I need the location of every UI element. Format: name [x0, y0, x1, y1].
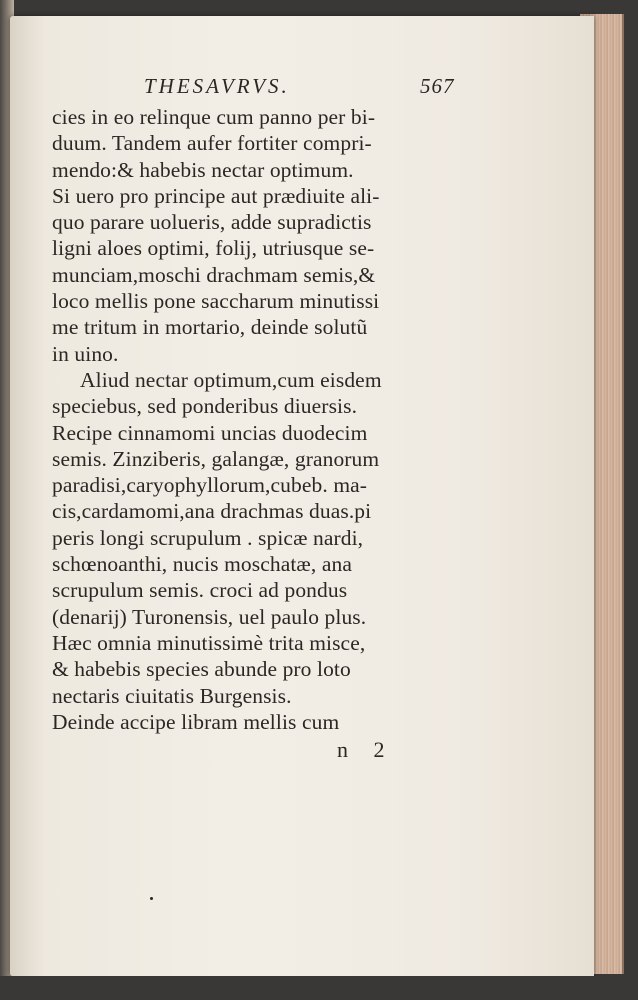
text-line: & habebis species abunde pro loto [52, 657, 351, 682]
running-title: THESAVRVS. [144, 74, 290, 98]
text-line: semis. Zinziberis, galangæ, granorum [52, 446, 380, 471]
text-line: quo parare uolueris, adde supradictis [52, 210, 372, 235]
text-line: in uino. [52, 341, 119, 366]
text-line: (denarij) Turonensis, uel paulo plus. [52, 604, 367, 629]
text-line: Hæc omnia minutissimè trita misce, [52, 630, 366, 655]
text-line: ligni aloes optimi, folij, utriusque se- [52, 236, 375, 261]
text-line: mendo:& habebis nectar optimum. [52, 157, 354, 182]
running-head [52, 70, 462, 104]
text-line: munciam,moschi drachmam semis,& [52, 262, 376, 287]
text-line: scrupulum semis. croci ad pondus [52, 578, 348, 603]
text-line: schœnoanthi, nucis moschatæ, ana [52, 552, 352, 577]
signature-mark-row [52, 735, 462, 765]
page-number: 567 [420, 74, 455, 98]
text-line: speciebus, sed ponderibus diuersis. [52, 394, 358, 419]
text-line: nectaris ciuitatis Burgensis. [52, 683, 292, 708]
signature-mark: n 2 [337, 737, 395, 763]
text-line: duum. Tandem aufer fortiter compri- [52, 131, 372, 156]
text-line: cis,cardamomi,ana drachmas duas.pi [52, 499, 372, 524]
scan-background [0, 976, 638, 1000]
text-line: me tritum in mortario, deinde solutũ [52, 315, 368, 340]
paragraph-start-line: Deinde accipe libram mellis cum [52, 709, 340, 734]
text-line: paradisi,caryophyllorum,cubeb. ma- [52, 473, 368, 498]
paragraph-start-line: Aliud nectar optimum,cum eisdem [80, 367, 382, 392]
text-line: cies in eo relinque cum panno per bi- [52, 105, 376, 129]
text-line: peris longi scrupulum . spicæ nardi, [52, 525, 364, 550]
text-line: Recipe cinnamomi uncias duodecim [52, 420, 368, 445]
page-text-block [52, 70, 462, 765]
ink-speck [150, 897, 153, 900]
text-line: Si uero pro principe aut prædiuite ali- [52, 183, 380, 208]
text-line: loco mellis pone saccharum minutissi [52, 289, 380, 314]
